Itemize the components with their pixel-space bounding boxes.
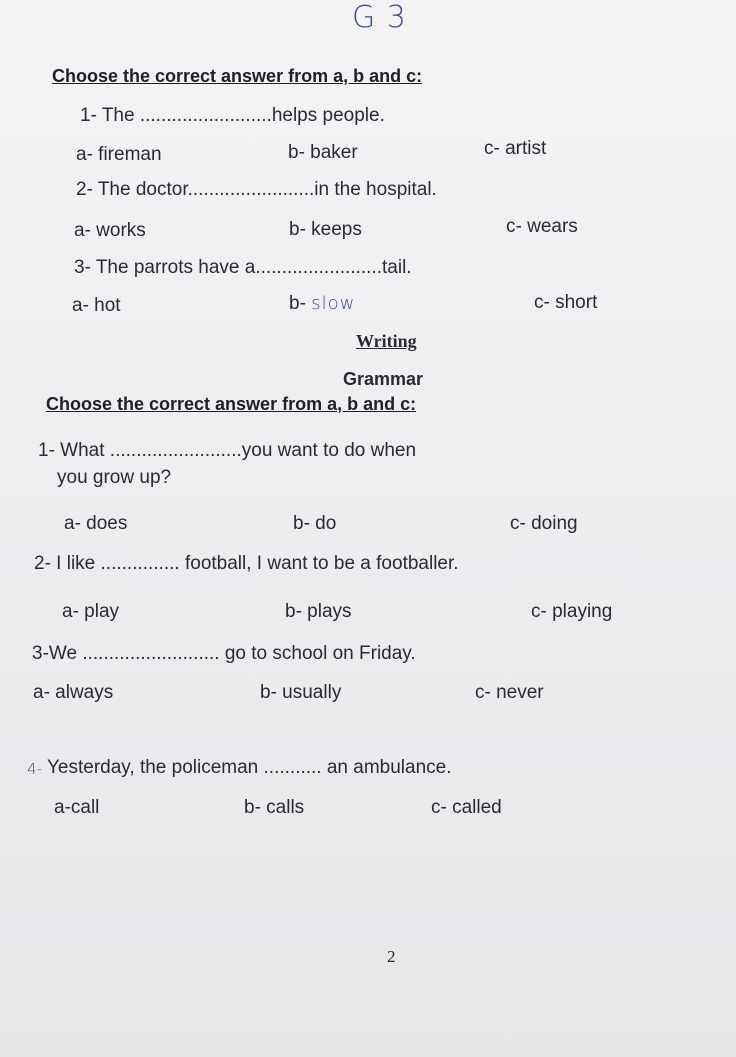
option-b: b- plays <box>285 601 352 622</box>
section1-heading: Choose the correct answer from a, b and c: <box>52 66 423 86</box>
option-a: a- does <box>64 513 128 534</box>
option-b-prefix: b- <box>289 293 306 314</box>
question-1: 1- What .........................you want to do when <box>38 440 417 461</box>
option-c: c- called <box>431 797 502 818</box>
page-number: 2 <box>387 947 396 966</box>
question-1-continued: you grow up? <box>57 467 172 488</box>
option-a: a- hot <box>72 295 121 316</box>
option-a: a- always <box>33 682 114 703</box>
handwritten-answer: slow <box>311 293 356 314</box>
section2-heading: Choose the correct answer from a, b and c: <box>46 394 417 414</box>
question-1: 1- The .........................helps people. <box>80 105 385 126</box>
option-b: b- baker <box>288 142 358 163</box>
question-2: 2- The doctor........................in the hospital. <box>76 179 437 200</box>
option-c: c- wears <box>506 216 578 237</box>
option-a: a-call <box>54 797 100 818</box>
grade-mark: G 3 <box>352 0 407 35</box>
option-c: c- never <box>475 682 544 703</box>
writing-label: Writing <box>356 331 417 351</box>
option-a: a- works <box>74 220 146 241</box>
option-c: c- playing <box>531 601 613 622</box>
question-4-number: 4- <box>27 760 42 778</box>
question-2: 2- I like ............... football, I want to be a footballer. <box>34 553 459 574</box>
option-c: c- doing <box>510 513 578 534</box>
grammar-label: Grammar <box>343 369 424 389</box>
option-b: b- calls <box>244 797 305 818</box>
option-b: b- usually <box>260 682 342 703</box>
option-b: b- keeps <box>289 219 362 240</box>
option-b: b- do <box>293 513 337 534</box>
question-3: 3-We .......................... go to school on Friday. <box>32 643 416 664</box>
option-c: c- artist <box>484 138 547 159</box>
option-c: c- short <box>534 292 598 313</box>
option-b <box>289 293 355 315</box>
option-a: a- fireman <box>76 144 162 165</box>
option-a: a- play <box>62 601 120 622</box>
question-3: 3- The parrots have a........................tail. <box>74 257 412 278</box>
question-4: Yesterday, the policeman ........... an ambulance. <box>47 757 452 778</box>
